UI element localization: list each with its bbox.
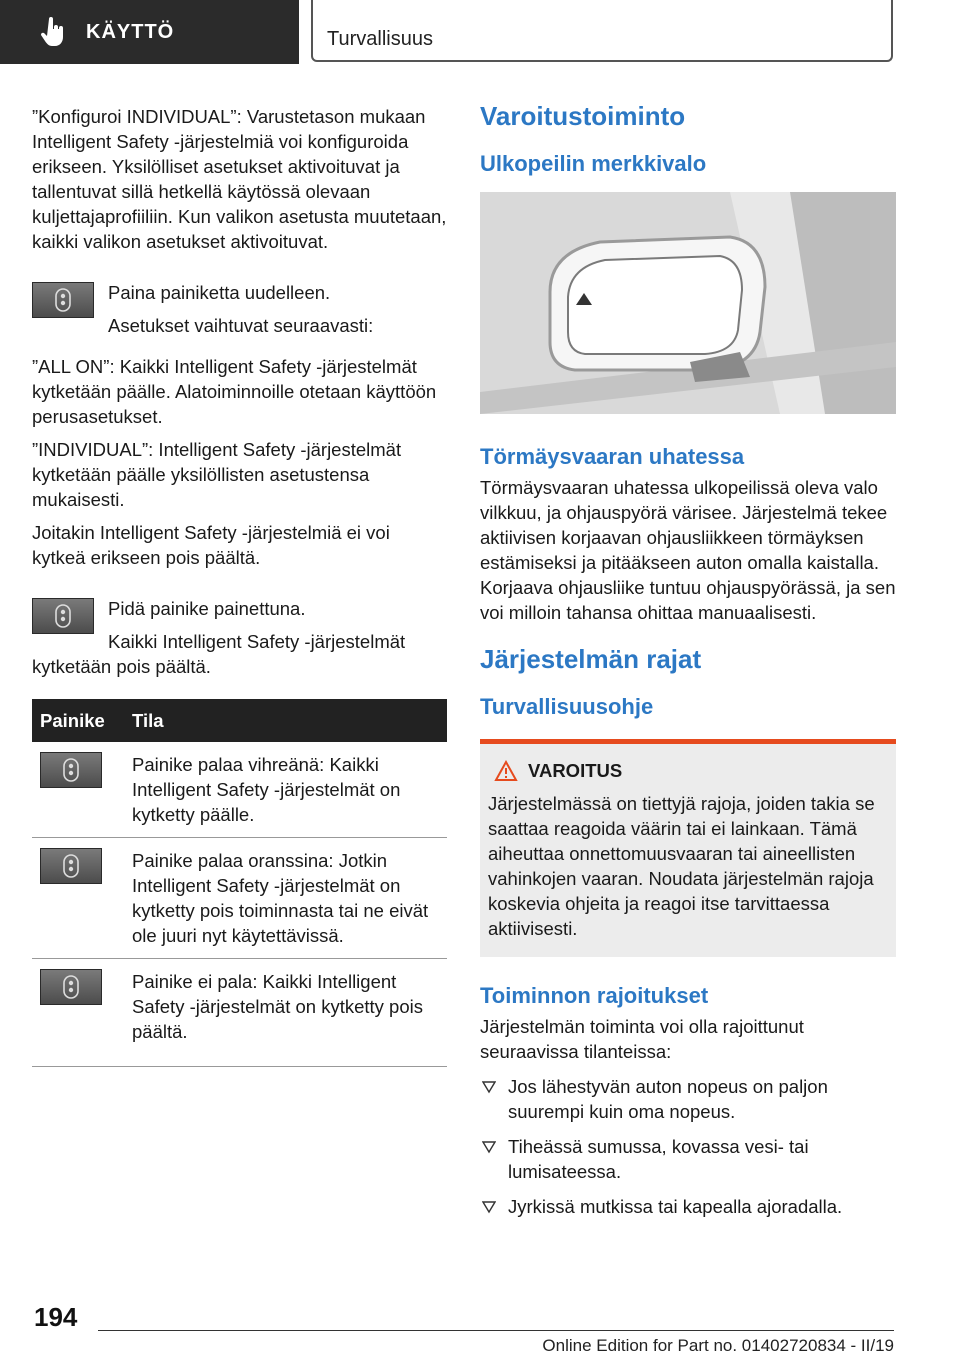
table-cell-button — [32, 742, 124, 838]
section-tab[interactable] — [0, 0, 299, 64]
page-number: 194 — [34, 1302, 78, 1332]
table-header-status: Tila — [124, 699, 447, 742]
list-item — [480, 1194, 896, 1219]
safety-button-image — [40, 969, 102, 1005]
side-mirror-illustration — [480, 192, 896, 414]
table-cell-button — [32, 838, 124, 959]
safety-assist-icon — [61, 975, 81, 999]
table-cell-status: Painike ei pala: Kaikki Intelligent Safety -järjestelmät on kytketty pois päältä. — [124, 959, 447, 1067]
all-on-text: ”ALL ON”: Kaikki Intelligent Safety -järjestelmät kytketään päälle. Alatoiminnoille otetaan käyttöön perusasetukset. — [32, 356, 437, 427]
safety-button-image — [40, 752, 102, 788]
warning-triangle-icon — [494, 760, 518, 782]
table-cell-button — [32, 959, 124, 1067]
triangle-bullet-icon — [482, 1200, 496, 1214]
bullet-text: Tiheässä sumussa, kovassa vesi- tai lumisateessa. — [508, 1136, 809, 1182]
heading-mirror-indicator: Ulkopeilin merkkivalo — [480, 151, 707, 176]
heading-warning-function: Varoitustoiminto — [480, 101, 686, 131]
safety-assist-icon — [53, 604, 73, 628]
hand-pointer-icon — [40, 17, 66, 47]
safety-assist-icon — [53, 288, 73, 312]
warning-title-row — [494, 758, 888, 783]
some-systems-text: Joitakin Intelligent Safety -järjestelmiä ei voi kytkeä erikseen pois päältä. — [32, 522, 390, 568]
press-again-block — [32, 280, 447, 352]
table-cell-status: Painike palaa vihreänä: Kaikki Intelligent Safety -järjestelmät on kytketty päälle. — [124, 742, 447, 838]
heading-system-limits: Järjestelmän rajat — [480, 644, 702, 674]
safety-assist-icon — [61, 758, 81, 782]
side-mirror-image — [480, 192, 896, 414]
page-header — [0, 0, 960, 66]
hold-block — [32, 596, 447, 679]
table-cell-status: Painike palaa oranssina: Jotkin Intelligent Safety -järjestelmät on kytketty pois toiminnasta tai ne eivät ole juuri nyt käytettävissä. — [124, 838, 447, 959]
settings-change-text: Asetukset vaihtuvat seuraavasti: — [108, 315, 374, 336]
safety-button-image — [40, 848, 102, 884]
table-header-button: Painike — [32, 699, 124, 742]
table-header-row — [32, 699, 447, 742]
configure-paragraph: ”Konfiguroi INDIVIDUAL”: Varustetason mukaan Intelligent Safety -järjestelmiä voi konfiguroida erikseen. Yksilölliset asetukset aktivoituvat ja tallentuvat sillä hetkellä käytössä olevaan kuljettajaprofiiliin. Kun valikon asetusta muutetaan, kaikki valikon asetukset aktivoituvat. — [32, 106, 447, 252]
restrictions-intro: Järjestelmän toiminta voi olla rajoittunut seuraavissa tilanteissa: — [480, 1016, 804, 1062]
edition-text: Online Edition for Part no. 01402720834 - II/19 — [542, 1336, 894, 1355]
chapter-label: Turvallisuus — [327, 28, 433, 50]
all-off-text: Kaikki Intelligent Safety -järjestelmät kytketään pois päältä. — [32, 631, 406, 677]
triangle-bullet-icon — [482, 1140, 496, 1154]
individual-text: ”INDIVIDUAL”: Intelligent Safety -järjestelmät kytketään päälle yksilöllisten asetustensa mukaisesti. — [32, 439, 402, 510]
heading-collision-risk: Törmäysvaaran uhatessa — [480, 444, 745, 469]
chapter-tab[interactable] — [311, 0, 893, 62]
warning-text: Järjestelmässä on tiettyjä rajoja, joiden takia se saattaa reagoida väärin tai ei lainkaan. Tämä aiheuttaa onnettomuusvaaran tai aineellisten vahinkojen vaaran. Noudata järjestelmän rajoja koskevia ohjeita ja reagoi itse tarvittaessa aktiivisesti. — [488, 793, 875, 939]
heading-function-restrictions: Toiminnon rajoitukset — [480, 983, 709, 1008]
hold-text: Pidä painike painettuna. — [108, 598, 306, 619]
table-row — [32, 838, 447, 959]
safety-button-image — [32, 598, 94, 634]
bullet-text: Jyrkissä mutkissa tai kapealla ajoradalla. — [508, 1196, 843, 1217]
safety-assist-icon — [61, 854, 81, 878]
table-row — [32, 959, 447, 1067]
list-item — [480, 1134, 896, 1184]
heading-safety-note: Turvallisuusohje — [480, 694, 654, 719]
warning-box — [480, 739, 896, 957]
footer-divider — [98, 1330, 894, 1331]
left-column — [32, 104, 447, 1067]
button-status-table — [32, 699, 447, 1067]
table-row — [32, 742, 447, 838]
section-label: KÄYTTÖ — [86, 20, 175, 43]
safety-button-image — [32, 282, 94, 318]
collision-text: Törmäysvaaran uhatessa ulkopeilissä oleva valo vilkkuu, ja ohjauspyörä värisee. Järjestelmä tekee aktiivisen korjaavan ohjausliikkeen törmäyksen estämiseksi ja pitääkseen auton omalla kaistalla. Korjaava ohjausliike tuntuu ohjauspyörässä, ja sen voi milloin tahansa ohittaa manuaalisesti. — [480, 477, 896, 623]
list-item — [480, 1074, 896, 1124]
warning-title: VAROITUS — [528, 760, 623, 781]
bullet-text: Jos lähestyvän auton nopeus on paljon suurempi kuin oma nopeus. — [508, 1076, 828, 1122]
triangle-bullet-icon — [482, 1080, 496, 1094]
press-again-text: Paina painiketta uudelleen. — [108, 282, 331, 303]
right-column — [480, 101, 896, 1219]
